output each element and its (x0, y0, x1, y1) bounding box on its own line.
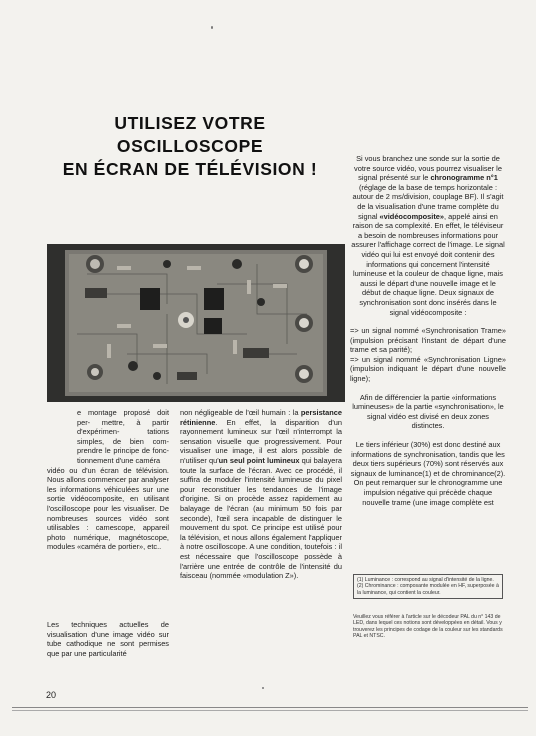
footnotes-box (353, 574, 503, 599)
col2-bold-point: un seul point lumineux (218, 455, 300, 465)
col3-bold-chronogramme: chronogramme n°1 (430, 173, 498, 183)
bottom-rule (12, 707, 528, 708)
col1-line-c: tations simples, de bien com- (77, 427, 169, 446)
col1-line-d: prendre le principe de fonc- (77, 446, 169, 456)
col3-bold-videocomposite: «vidéocomposite» (379, 211, 445, 221)
col3-bullet-trame: => un signal nommé «Synchronisation Trame» (impulsion précisant l'instant de départ d'une trame et sa parité); (350, 326, 506, 355)
col3-text-c: (réglage de la base de temps horizontale : autour de 2 ms/division, couplage BF). Il s'agit de la visualisation d'une trame complète du signal (352, 182, 504, 221)
col3-paragraph-zones: Afin de différencier la partie «informations lumineuses» de la partie «synchronisation», le signal vidéo est divisé en deux zones distinctes. (352, 392, 504, 431)
col1-paragraph-1: vidéo ou d'un écran de télévision. Nous allons commencer par analyser les informations véhiculées sur une sortie vidéocomposite, en utilisant l'oscilloscope pour les visualiser. De nombreuses sources vidéo sont utilisables : camescope, appareil photo numérique, magnétoscope, modules «caméra de portier», etc.. (47, 465, 169, 552)
page-number: 20 (46, 690, 57, 700)
col3-bullet-ligne: => un signal nommé «Synchronisation Ligne» (impulsion indiquant le départ d'une nouvelle ligne); (350, 354, 506, 384)
col2-text-c: . En effet, la disparition d'un rayonnement lumineux sur l'œil n'interrompt la sensation visuelle que progressivement. Pour visualiser une image, il est alors possible de n'utiliser qu' (180, 417, 342, 465)
article-title (40, 112, 340, 181)
column-3 (350, 154, 506, 516)
title-line-2: EN ÉCRAN DE TÉLÉVISION ! (62, 159, 318, 179)
col3-text-a: Si vous branchez une sonde sur la sortie de votre source vidéo, vous pourrez visualiser le signal présenté sur le (354, 154, 502, 183)
col1-line-e: tionnement d'une caméra (77, 455, 161, 465)
column-1 (47, 408, 169, 561)
col1-line-b: mettre, à partir d'expérimen- (77, 417, 169, 437)
col3-paragraph-tiers: Le tiers inférieur (30%) est donc destiné aux informations de synchronisation, tandis que les deux tiers supérieurs (70%) sont réservés aux signaux de luminance(1) et de chrominance(2). On peut remarquer sur le chronogramme une impulsion négative qui précède chaque nouvelle trame (une image complète est (350, 440, 506, 507)
col1-lead-lines (77, 408, 169, 466)
footnote-luminance: (1) Luminance : correspond au signal d'intensité de la ligne. (357, 577, 494, 583)
sidenote-reference: Veuillez vous référer à l'article sur le décodeur PAL du n° 143 de LED, dans lequel ces notions sont développées en détail. Vous y trouverez les principes de codage de la couleur sur les standards PAL et NTSC. (353, 614, 503, 640)
col2-bold-persistance: persistance rétinienne (180, 408, 342, 427)
title-line-1: UTILISEZ VOTRE OSCILLOSCOPE (114, 113, 266, 156)
col2-paragraph-1 (180, 408, 342, 581)
col1-line-a: e montage proposé doit per- (77, 408, 169, 427)
footnote-chrominance: (2) Chrominance : composante modulée en HF, superposée à la luminance, qui contient la couleur. (357, 583, 499, 596)
col3-text-e: , appelé ainsi en raison de sa complexité. En effet, le téléviseur a besoin de nombreuses informations pour assurer l'affichage correct de l'image. Le signal vidéo qui lui est envoyé doit contenir des informations qui concernent l'intensité lumineuse et la couleur de chaque ligne, mais aussi le départ d'une nouvelle image et le début de chaque ligne. Deux signaux de synchronisation sont donc insérés dans le signal vidéocomposite : (351, 211, 505, 317)
column-2 (180, 408, 342, 590)
circuit-board-photo (47, 244, 345, 402)
col1-paragraph-2: Les techniques actuelles de visualisation d'une image vidéo sur tube cathodique ne sont permises que par une particularité (47, 620, 169, 658)
bottom-rule-thin (12, 710, 528, 711)
col3-paragraph-1 (350, 154, 506, 317)
scan-speck (211, 26, 213, 29)
scan-speck (262, 687, 264, 689)
col2-text-e: qui balayera toute la surface de l'écran. Avec ce procédé, il suffira de moduler l'intensité lumineuse du pixel pour reconstituer les tendances de l'image d'origine. Si on procède assez rapidement au balayage de l'écran (au minimum 50 fois par seconde), l'œil sera incapable de distinguer le mouvement du spot. Ce principe est utilisé pour la télévision, et nous allons également l'appliquer à notre oscilloscope. A une condition, toutefois : il est nécessaire que l'oscilloscope possède à l'arrière une entrée de contrôle de l'intensité du faisceau (nommée «modulation Z»). (180, 455, 342, 581)
pcb-illustration (47, 244, 345, 402)
col2-text-a: non négligeable de l'œil humain : la (180, 408, 301, 417)
